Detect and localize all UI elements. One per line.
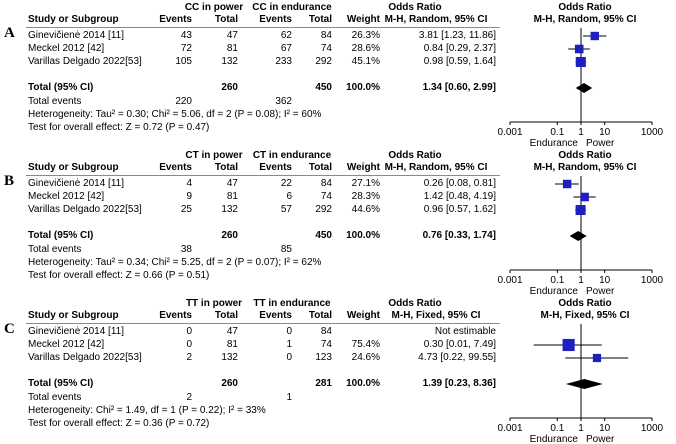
header-total1: Total (214, 162, 238, 173)
axis-left-label: Endurance (529, 138, 578, 149)
study-total1: 132 (221, 352, 238, 363)
plot-title: Odds Ratio (558, 298, 612, 309)
total-weight: 100.0% (346, 378, 380, 389)
study-name: Varillas Delgado 2022[53] (28, 352, 142, 363)
study-ci-text: 0.84 [0.29, 2.37] (423, 43, 496, 54)
panel-label: B (4, 173, 15, 189)
study-ci-text: Not estimable (434, 326, 496, 337)
study-point-marker (575, 45, 584, 54)
x-tick-label: 1 (578, 127, 584, 138)
study-events2: 0 (286, 352, 292, 363)
total-label: Total (95% CI) (28, 378, 94, 389)
study-ci-text: 4.73 [0.22, 99.55] (418, 352, 496, 363)
study-events2: 6 (286, 191, 292, 202)
header-total2: Total (308, 310, 332, 321)
study-weight: 27.1% (351, 178, 380, 189)
total-label: Total (95% CI) (28, 230, 94, 241)
group1-header: CT in power (185, 150, 243, 161)
total-total1: 260 (221, 378, 238, 389)
total-events1: 2 (186, 392, 192, 403)
x-tick-label: 1000 (640, 127, 664, 138)
study-point-marker (576, 205, 586, 215)
header-events2: Events (259, 14, 292, 25)
study-point-marker (576, 57, 586, 67)
study-total1: 132 (221, 204, 238, 215)
study-events2: 1 (286, 339, 292, 350)
total-events2: 362 (275, 96, 292, 107)
study-ci-text: 0.98 [0.59, 1.64] (423, 56, 496, 67)
total-total1: 260 (221, 230, 238, 241)
study-point-marker (563, 339, 575, 351)
header-weight: Weight (346, 14, 380, 25)
study-weight: 28.6% (351, 43, 380, 54)
heterogeneity-text: Heterogeneity: Tau² = 0.30; Chi² = 5.06, df = 2 (P = 0.08); I² = 60% (28, 109, 322, 120)
header-study: Study or Subgroup (28, 162, 119, 173)
x-tick-label: 10 (599, 127, 611, 138)
study-events1: 4 (186, 178, 192, 189)
study-point-marker (591, 32, 599, 40)
plot-title: Odds Ratio (558, 150, 612, 161)
pooled-diamond (570, 231, 587, 241)
study-total2: 74 (320, 339, 332, 350)
total-events-label: Total events (28, 244, 82, 255)
study-total2: 84 (320, 326, 332, 337)
header-study: Study or Subgroup (28, 310, 119, 321)
x-tick-label: 10 (599, 275, 611, 286)
plot-method: M-H, Random, 95% CI (533, 14, 637, 25)
total-events-label: Total events (28, 96, 82, 107)
pooled-diamond (566, 379, 603, 389)
total-total1: 260 (221, 82, 238, 93)
overall-effect-text: Test for overall effect: Z = 0.72 (P = 0.47) (28, 122, 210, 133)
study-total2: 123 (315, 352, 332, 363)
header-total1: Total (214, 14, 238, 25)
x-tick-label: 0.001 (497, 423, 523, 434)
x-tick-label: 0.001 (497, 127, 523, 138)
header-total2: Total (308, 162, 332, 173)
study-events2: 0 (286, 326, 292, 337)
study-marker-group (573, 193, 595, 202)
total-label: Total (95% CI) (28, 82, 94, 93)
study-weight: 26.3% (351, 30, 380, 41)
axis-left-label: Endurance (529, 286, 578, 297)
forest-panel-b (0, 148, 676, 296)
heterogeneity-text: Heterogeneity: Chi² = 1.49, df = 1 (P = 0.22); I² = 33% (28, 405, 266, 416)
study-point-marker (563, 180, 571, 188)
pooled-diamond (576, 83, 593, 93)
study-ci-text: 0.30 [0.01, 7.49] (423, 339, 496, 350)
study-weight: 24.6% (351, 352, 380, 363)
study-events1: 25 (180, 204, 192, 215)
header-weight: Weight (346, 162, 380, 173)
group2-header: CC in endurance (252, 2, 332, 13)
axis-right-label: Power (586, 138, 615, 149)
study-total1: 81 (226, 191, 238, 202)
study-total1: 47 (226, 326, 238, 337)
panel-label: A (4, 25, 15, 41)
study-events2: 233 (275, 56, 292, 67)
study-total2: 292 (315, 204, 332, 215)
study-total2: 74 (320, 43, 332, 54)
group2-header: CT in endurance (252, 150, 332, 161)
header-or-method: M-H, Random, 95% CI (384, 162, 488, 173)
study-total2: 74 (320, 191, 332, 202)
forest-panel-a (0, 0, 676, 148)
study-events2: 22 (280, 178, 292, 189)
study-marker-group (583, 32, 606, 40)
study-total1: 132 (221, 56, 238, 67)
total-ci-text: 1.34 [0.60, 2.99] (422, 82, 496, 93)
study-events1: 9 (186, 191, 192, 202)
study-total1: 81 (226, 43, 238, 54)
study-marker-group (555, 180, 579, 188)
heterogeneity-text: Heterogeneity: Tau² = 0.34; Chi² = 5.25, df = 2 (P = 0.07); I² = 62% (28, 257, 322, 268)
study-name: Meckel 2012 [42] (28, 339, 105, 350)
forest-panel-c (0, 296, 676, 444)
study-name: Varillas Delgado 2022[53] (28, 56, 142, 67)
total-total2: 450 (315, 82, 332, 93)
header-events1: Events (159, 14, 192, 25)
overall-effect-text: Test for overall effect: Z = 0.36 (P = 0.72) (28, 418, 210, 429)
x-tick-label: 1 (578, 275, 584, 286)
study-total1: 81 (226, 339, 238, 350)
axis-left-label: Endurance (529, 434, 578, 444)
header-events1: Events (159, 310, 192, 321)
total-events2: 1 (286, 392, 292, 403)
axis-right-label: Power (586, 286, 615, 297)
study-weight: 28.3% (351, 191, 380, 202)
study-total1: 47 (226, 30, 238, 41)
forest-plot-svg (0, 148, 676, 296)
study-marker-group (565, 354, 628, 362)
study-weight: 45.1% (351, 56, 380, 67)
x-tick-label: 0.1 (550, 127, 565, 138)
study-point-marker (580, 193, 589, 202)
axis-right-label: Power (586, 434, 615, 444)
header-or-method: M-H, Random, 95% CI (384, 14, 488, 25)
total-weight: 100.0% (346, 230, 380, 241)
x-tick-label: 1000 (640, 423, 664, 434)
forest-plot-svg (0, 296, 676, 444)
header-total2: Total (308, 14, 332, 25)
total-ci-text: 1.39 [0.23, 8.36] (422, 378, 496, 389)
total-total2: 450 (315, 230, 332, 241)
overall-effect-text: Test for overall effect: Z = 0.66 (P = 0.51) (28, 270, 210, 281)
study-events1: 72 (180, 43, 192, 54)
study-marker-group (575, 205, 586, 215)
total-events-label: Total events (28, 392, 82, 403)
study-ci-text: 1.42 [0.48, 4.19] (423, 191, 496, 202)
forest-plot-svg (0, 0, 676, 148)
study-name: Varillas Delgado 2022[53] (28, 204, 142, 215)
study-weight: 75.4% (351, 339, 380, 350)
study-total2: 84 (320, 178, 332, 189)
study-total2: 84 (320, 30, 332, 41)
total-events1: 38 (180, 244, 192, 255)
study-weight: 44.6% (351, 204, 380, 215)
study-events1: 43 (180, 30, 192, 41)
study-events1: 0 (186, 339, 192, 350)
or-column-title: Odds Ratio (388, 2, 442, 13)
study-events1: 105 (175, 56, 192, 67)
total-events1: 220 (175, 96, 192, 107)
study-events1: 0 (186, 326, 192, 337)
total-ci-text: 0.76 [0.33, 1.74] (422, 230, 496, 241)
study-ci-text: 0.96 [0.57, 1.62] (423, 204, 496, 215)
study-name: Ginevičienė 2014 [11] (28, 30, 124, 41)
or-column-title: Odds Ratio (388, 298, 442, 309)
study-events2: 62 (280, 30, 292, 41)
header-total1: Total (214, 310, 238, 321)
study-events2: 57 (280, 204, 292, 215)
total-total2: 281 (315, 378, 332, 389)
plot-method: M-H, Random, 95% CI (533, 162, 637, 173)
header-events2: Events (259, 310, 292, 321)
header-weight: Weight (346, 310, 380, 321)
study-point-marker (593, 354, 601, 362)
header-events2: Events (259, 162, 292, 173)
header-study: Study or Subgroup (28, 14, 119, 25)
study-marker-group (576, 57, 587, 67)
group1-header: TT in power (185, 298, 243, 309)
panel-label: C (4, 321, 15, 337)
plot-method: M-H, Fixed, 95% CI (540, 310, 630, 321)
study-name: Meckel 2012 [42] (28, 191, 105, 202)
x-tick-label: 0.1 (550, 275, 565, 286)
x-tick-label: 0.1 (550, 423, 565, 434)
x-tick-label: 1 (578, 423, 584, 434)
plot-title: Odds Ratio (558, 2, 612, 13)
or-column-title: Odds Ratio (388, 150, 442, 161)
total-weight: 100.0% (346, 82, 380, 93)
group2-header: TT in endurance (253, 298, 331, 309)
x-tick-label: 1000 (640, 275, 664, 286)
study-name: Meckel 2012 [42] (28, 43, 105, 54)
study-events1: 2 (186, 352, 192, 363)
study-marker-group (568, 45, 590, 54)
study-name: Ginevičienė 2014 [11] (28, 178, 124, 189)
header-or-method: M-H, Fixed, 95% CI (391, 310, 481, 321)
group1-header: CC in power (184, 2, 244, 13)
header-events1: Events (159, 162, 192, 173)
study-ci-text: 0.26 [0.08, 0.81] (423, 178, 496, 189)
x-tick-label: 10 (599, 423, 611, 434)
study-events2: 67 (280, 43, 292, 54)
total-events2: 85 (280, 244, 292, 255)
study-total2: 292 (315, 56, 332, 67)
x-tick-label: 0.001 (497, 275, 523, 286)
study-total1: 47 (226, 178, 238, 189)
study-name: Ginevičienė 2014 [11] (28, 326, 124, 337)
study-marker-group (534, 339, 602, 351)
study-ci-text: 3.81 [1.23, 11.86] (418, 30, 496, 41)
